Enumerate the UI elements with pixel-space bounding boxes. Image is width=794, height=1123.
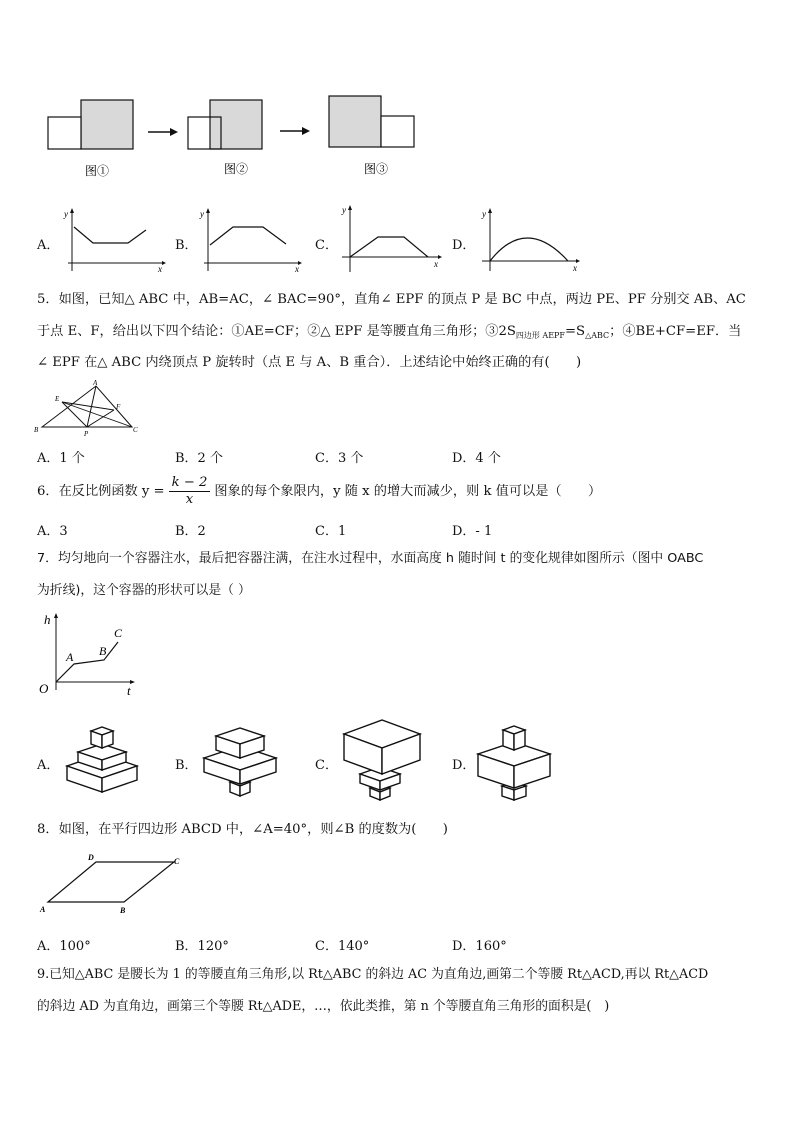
q5-line-3: ∠ EPF 在△ ABC 内绕顶点 P 旋转时（点 E 与 A、B 重合）．上述结论中始终正确的有( )	[37, 355, 582, 370]
q6-fraction: $\frac{k - 2}{x}$	[169, 475, 211, 508]
svg-text:P: P	[84, 430, 89, 438]
svg-text:t: t	[127, 683, 131, 698]
q6-option-c: C．1	[315, 524, 347, 539]
q8-option-a: A．100°	[37, 939, 91, 954]
svg-text:y: y	[64, 209, 68, 219]
svg-text:B: B	[120, 906, 126, 915]
q8-option-b: B．120°	[175, 939, 229, 954]
svg-text:x: x	[295, 264, 299, 274]
arrow-right-icon	[148, 128, 178, 136]
q8-option-c: C．140°	[315, 939, 370, 954]
q4-option-c-graph	[338, 200, 448, 275]
svg-text:y: y	[200, 209, 204, 219]
q4-figure-3	[329, 96, 414, 147]
q5-option-b: B．2 个	[175, 451, 223, 466]
q7-option-b-container	[200, 718, 280, 802]
q4-option-a-label: A．	[37, 238, 60, 253]
q4-figure-label-1: 图①	[85, 164, 110, 178]
svg-text:D: D	[88, 853, 94, 862]
q5-option-a: A．1 个	[37, 451, 85, 466]
q7-water-height-graph	[34, 610, 144, 700]
svg-text:C: C	[133, 426, 138, 434]
q4-option-d-graph	[478, 205, 588, 275]
svg-text:C: C	[174, 857, 180, 866]
q5-option-c: C．3 个	[315, 451, 364, 466]
q7-option-a-container	[62, 718, 142, 798]
svg-text:x: x	[158, 264, 162, 274]
arrow-right-icon	[280, 127, 310, 135]
q4-figure-label-3: 图③	[364, 162, 389, 176]
q9-line-1: 9.已知△ABC 是腰长为 1 的等腰直角三角形,以 Rt△ABC 的斜边 AC 为直角边,画第二个等腰 Rt△ACD,再以 Rt△ACD	[37, 967, 709, 982]
svg-text:x: x	[573, 263, 577, 273]
q4-figure-label-2: 图②	[224, 162, 249, 176]
q4-option-b-graph	[198, 205, 308, 275]
svg-text:A: A	[40, 905, 46, 914]
q8-line-1: 8．如图，在平行四边形 ABCD 中，∠A=40°，则∠B 的度数为( )	[37, 822, 448, 837]
q7-option-b-label: B．	[175, 758, 198, 773]
svg-text:x: x	[434, 259, 438, 269]
svg-text:A: A	[93, 380, 98, 387]
svg-text:C: C	[114, 626, 123, 640]
svg-text:y: y	[342, 205, 346, 215]
q7-option-d-label: D．	[452, 758, 476, 773]
q8-parallelogram-figure	[36, 850, 186, 920]
q8-option-d: D．160°	[452, 939, 507, 954]
q5-triangle-figure	[32, 380, 142, 438]
q7-option-c-label: C．	[315, 758, 338, 773]
svg-text:y: y	[482, 209, 486, 219]
q7-option-c-container	[340, 712, 424, 802]
svg-text:B: B	[99, 644, 107, 658]
q4-figure-2	[188, 100, 262, 149]
q7-line-1: 7．均匀地向一个容器注水，最后把容器注满，在注水过程中，水面高度 h 随时间 t 的变化规律如图所示（图中 OABC	[37, 551, 704, 566]
q5-line-1: 5．如图，已知△ ABC 中，AB=AC，∠ BAC=90°，直角∠ EPF 的顶点 P 是 BC 中点，两边 PE、PF 分别交 AB、AC	[37, 292, 746, 307]
q4-option-c-label: C．	[315, 238, 338, 253]
q7-option-a-label: A．	[37, 758, 60, 773]
q4-figure-1	[48, 100, 133, 149]
q4-option-b-label: B．	[175, 238, 198, 253]
svg-text:E: E	[55, 395, 60, 403]
q6-option-d: D．- 1	[452, 524, 493, 539]
svg-text:F: F	[116, 403, 121, 411]
q5-option-d: D．4 个	[452, 451, 501, 466]
q4-option-a-graph	[58, 205, 168, 275]
q4-square-figures	[40, 90, 440, 185]
q6-question: 6．在反比例函数 y = $\frac{k - 2}{x}$ 图象的每个象限内，y 随 x 的增大而减少，则 k 值可以是（ ）	[37, 475, 602, 507]
svg-text:O: O	[39, 681, 49, 696]
q7-option-d-container	[474, 716, 558, 804]
q5-line-2: 于点 E、F，给出以下四个结论：①AE=CF；②△ EPF 是等腰直角三角形；$③2S_{四边形 AEPF}=S_{\triangle ABC}$；④BE+CF=EF．当	[37, 324, 742, 340]
svg-text:A: A	[66, 650, 74, 664]
q9-line-2: 的斜边 AD 为直角边，画第三个等腰 Rt△ADE，…，依此类推，第 n 个等腰直角三角形的面积是( )	[37, 999, 610, 1014]
svg-text:h: h	[44, 612, 51, 627]
q7-line-2: 为折线)，这个容器的形状可以是（ ）	[37, 583, 251, 598]
svg-text:B: B	[34, 426, 39, 434]
q4-option-d-label: D．	[452, 238, 476, 253]
q6-option-b: B．2	[175, 524, 206, 539]
q6-option-a: A．3	[37, 524, 68, 539]
